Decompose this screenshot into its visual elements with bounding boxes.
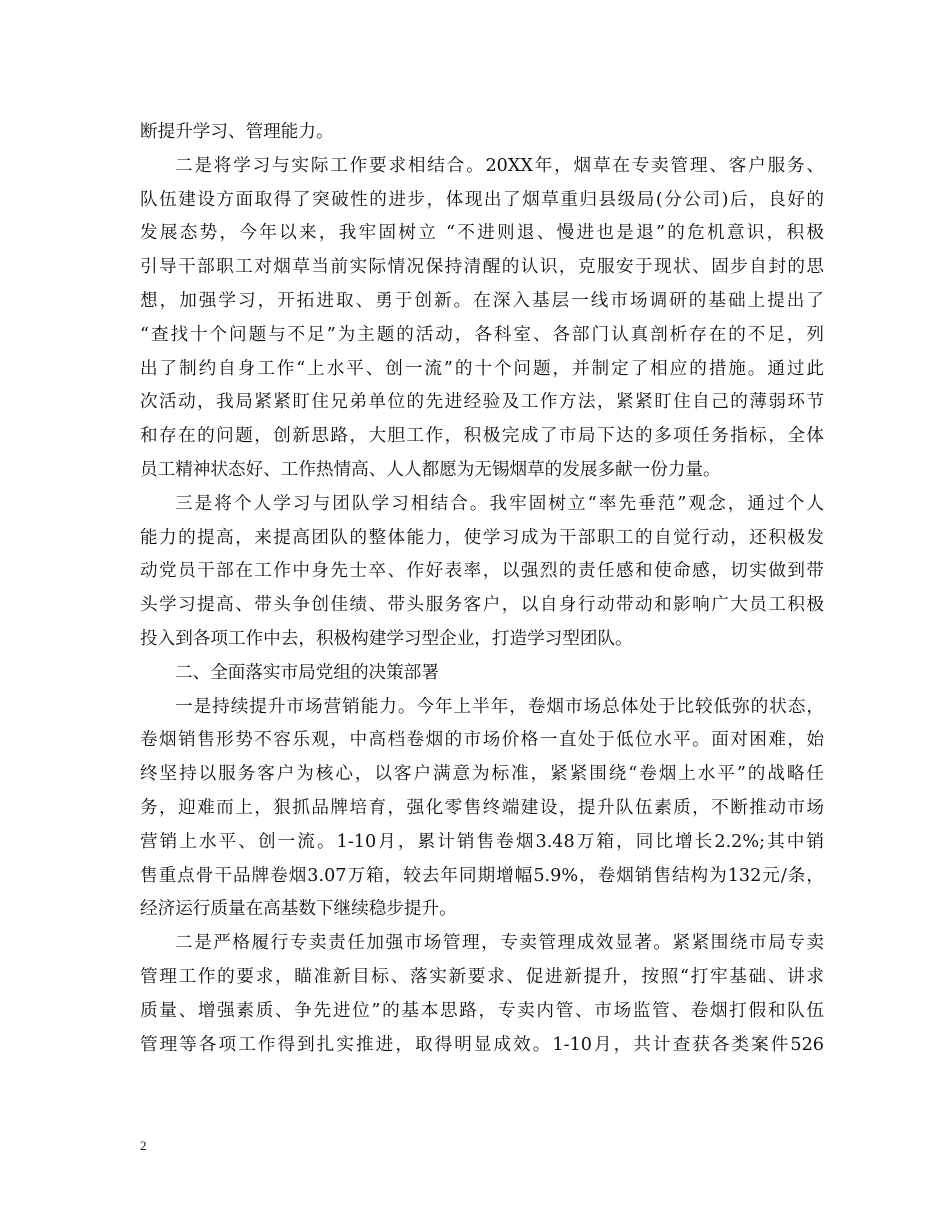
text-line: 一是持续提升市场营销能力。今年上半年，卷烟市场总体处于比较低弥的状态，	[175, 696, 824, 717]
text-line: 断提升学习、管理能力。	[140, 122, 334, 142]
text-line: 引导干部职工对烟草当前实际情况保持清醒的认识，克服安于现状、固步自封的思	[140, 257, 824, 278]
text-line: 出了制约自身工作“上水平、创一流”的十个问题，并制定了相应的措施。通过此	[140, 358, 824, 379]
text-line: 管理等各项工作得到扎实推进，取得明显成效。1-10月，共计查获各类案件526	[140, 1034, 824, 1055]
section-heading: 二、全面落实市局党组的决策部署	[175, 662, 439, 683]
text-line: 投入到各项工作中去，积极构建学习型企业，打造学习型团队。	[140, 628, 633, 649]
text-line: 队伍建设方面取得了突破性的进步，体现出了烟草重归县级局(分公司)后，良好的	[140, 189, 824, 210]
text-line: 员工精神状态好、工作热情高、人人都愿为无锡烟草的发展多献一份力量。	[140, 459, 721, 480]
document-body	[140, 116, 824, 1062]
text-line: 二是将学习与实际工作要求相结合。20XX年，烟草在专卖管理、客户服务、	[175, 155, 824, 176]
page-number: 2	[140, 1138, 147, 1153]
text-line: 头学习提高、带头争创佳绩、带头服务客户，以自身行动带动和影响广大员工积极	[140, 595, 824, 616]
text-line: 管理工作的要求，瞄准新目标、落实新要求、促进新提升，按照“打牢基础、讲求	[140, 966, 824, 987]
text-line: 发展态势，今年以来，我牢固树立 “不进则退、慢进也是退”的危机意识，积极	[140, 223, 824, 244]
text-line: 能力的提高，来提高团队的整体能力，使学习成为干部职工的自觉行动，还积极发	[140, 527, 824, 548]
text-line: 二是严格履行专卖责任加强市场管理，专卖管理成效显著。紧紧围绕市局专卖	[175, 933, 824, 954]
text-line: 次活动，我局紧紧盯住兄弟单位的先进经验及工作方法，紧紧盯住自己的薄弱环节	[140, 392, 824, 413]
text-line: 经济运行质量在高基数下继续稳步提升。	[140, 899, 457, 920]
text-line: 三是将个人学习与团队学习相结合。我牢固树立“率先垂范”观念，通过个人	[175, 493, 824, 514]
text-line: 动党员干部在工作中身先士卒、作好表率，以强烈的责任感和使命感，切实做到带	[140, 561, 824, 582]
text-line: 和存在的问题，创新思路，大胆工作，积极完成了市局下达的多项任务指标，全体	[140, 426, 824, 447]
text-line: 质量、增强素质、争先进位”的基本思路，专卖内管、市场监管、卷烟打假和队伍	[140, 1000, 824, 1021]
text-line: 营销上水平、创一流。1-10月，累计销售卷烟3.48万箱，同比增长2.2%;其中销	[140, 831, 824, 852]
text-line: 终坚持以服务客户为核心，以客户满意为标准，紧紧围绕“卷烟上水平”的战略任	[140, 764, 824, 785]
text-line: “查找十个问题与不足”为主题的活动，各科室、各部门认真剖析存在的不足，列	[140, 324, 824, 345]
text-line: 务，迎难而上，狠抓品牌培育，强化零售终端建设，提升队伍素质，不断推动市场	[140, 797, 824, 818]
text-line: 想，加强学习，开拓进取、勇于创新。在深入基层一线市场调研的基础上提出了	[140, 290, 824, 311]
text-line: 售重点骨干品牌卷烟3.07万箱，较去年同期增幅5.9%，卷烟销售结构为132元/条，	[140, 865, 824, 886]
text-line: 卷烟销售形势不容乐观，中高档卷烟的市场价格一直处于低位水平。面对困难，始	[140, 730, 824, 751]
